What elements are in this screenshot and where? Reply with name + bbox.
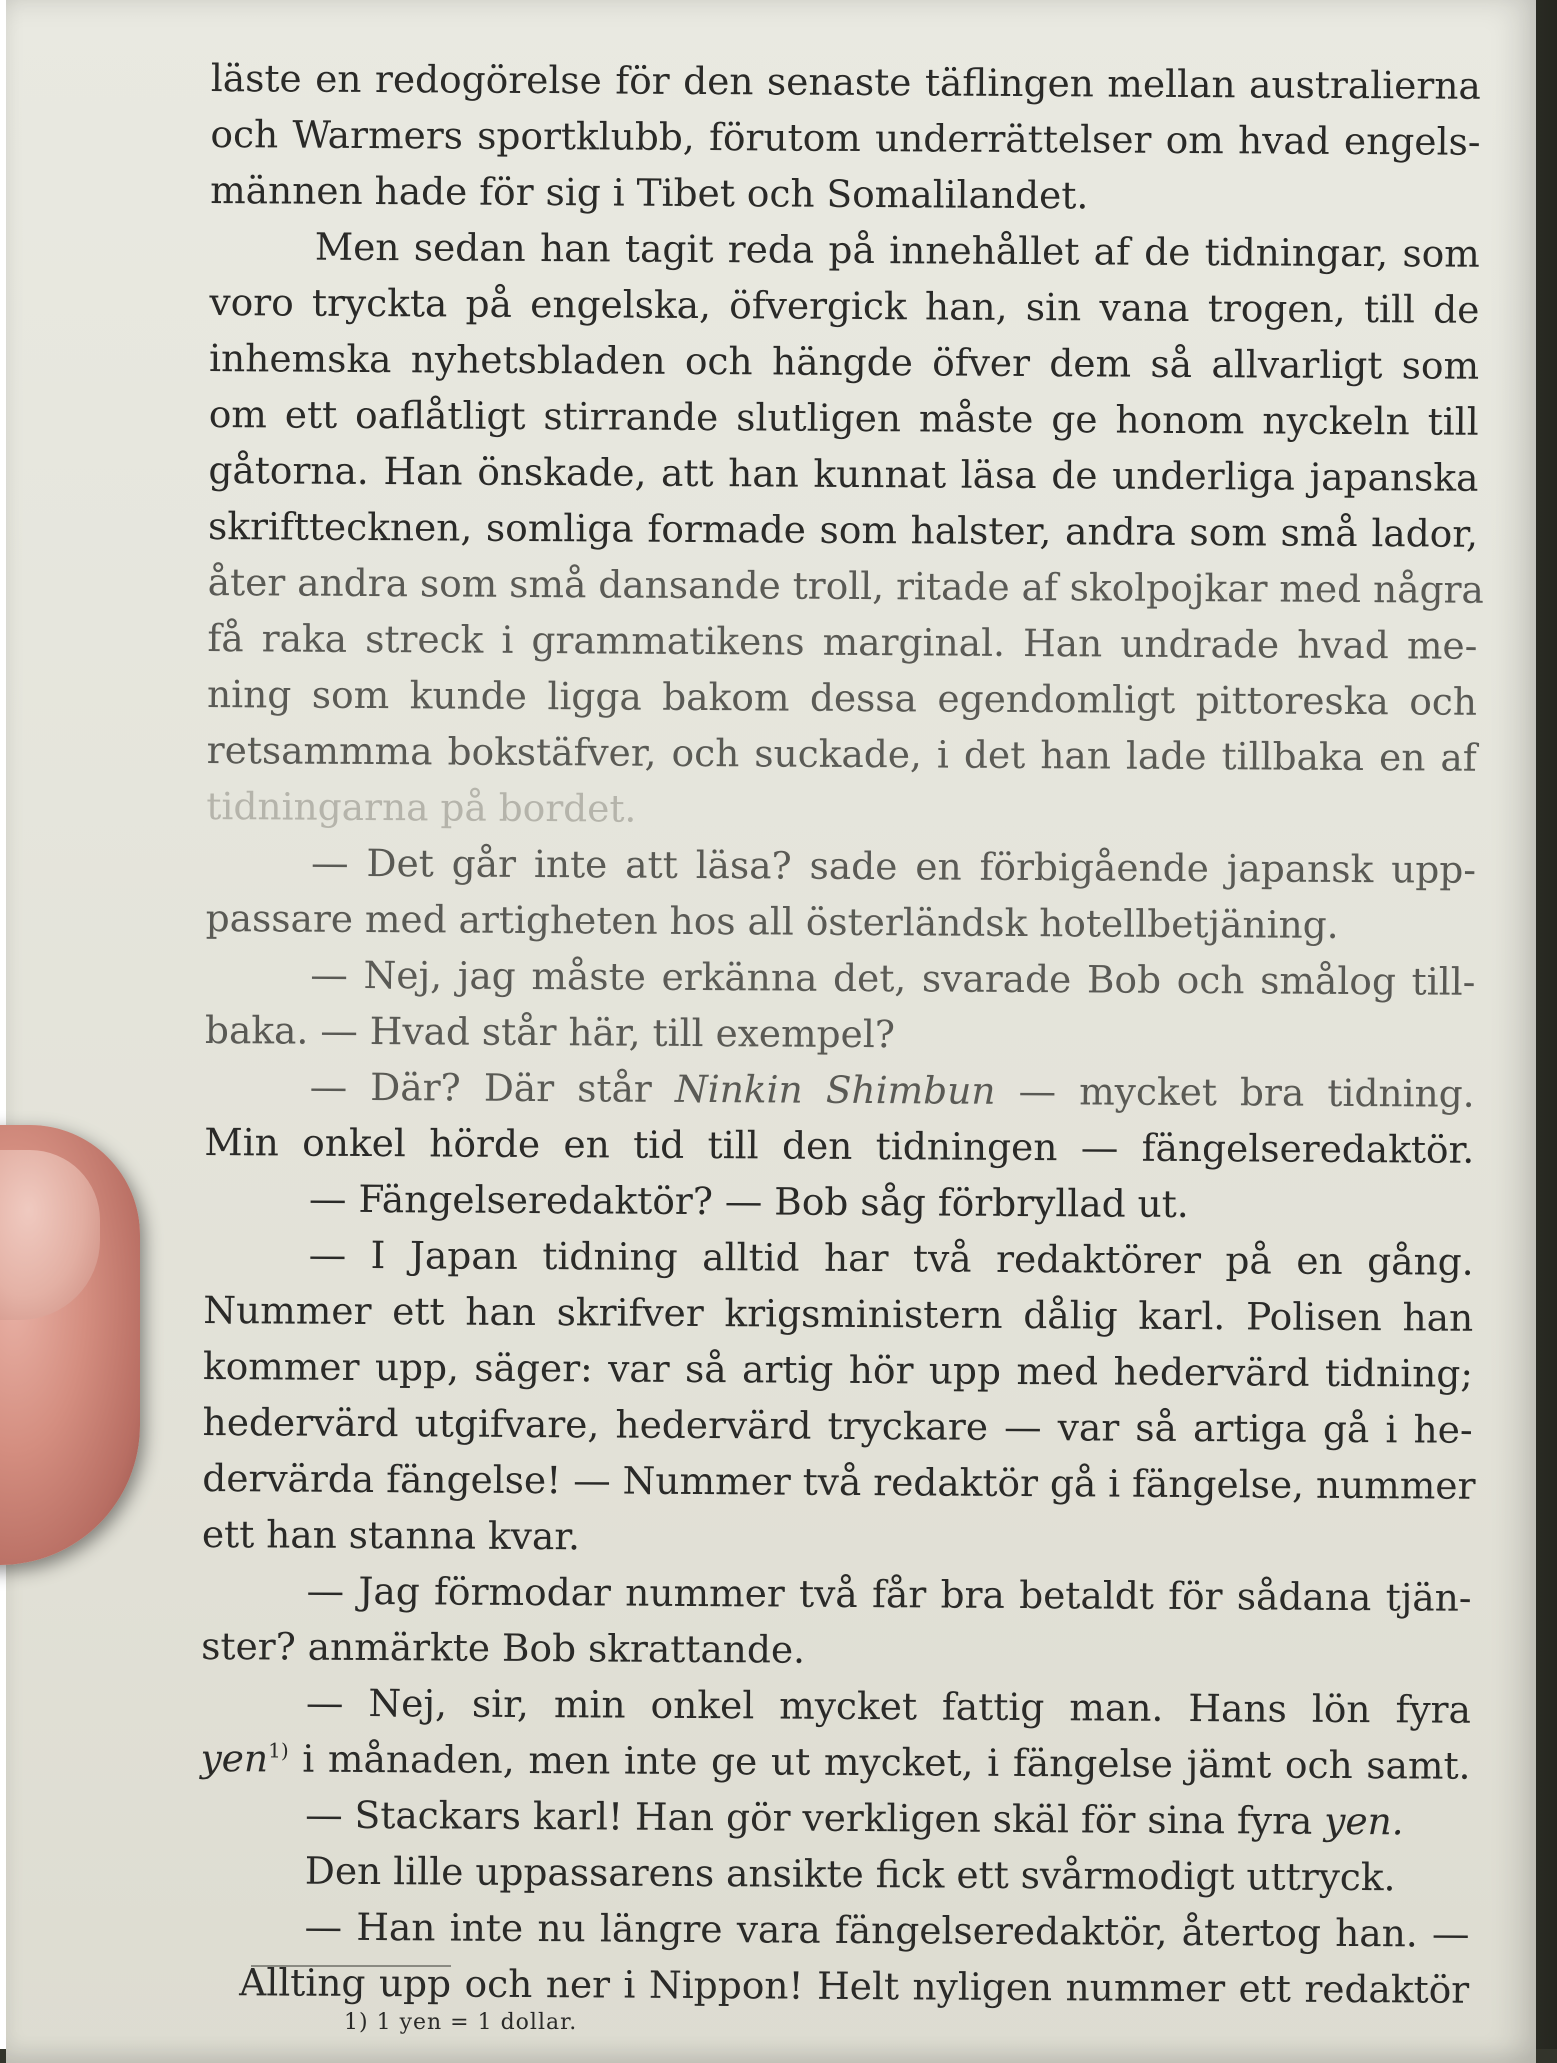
text-line: skrifttecknen, somliga formade som halster, andra som små lador, xyxy=(207,503,1479,556)
text-line: läste en redogörelse för den senaste täflingen mellan australierna xyxy=(210,55,1481,108)
text-line: gåtorna. Han önskade, att han kunnat läsa de underliga japanska xyxy=(208,447,1479,500)
text-line: retsammma bokstäfver, och suckade, i det han lade tillbaka en af xyxy=(206,727,1477,780)
text-line: och Warmers sportklubb, förutom underrättelser om hvad engels- xyxy=(210,111,1481,164)
text-line: tidningarna på bordet. xyxy=(206,783,637,831)
text-line: åter andra som små dansande troll, ritade af skolpojkar med några xyxy=(207,559,1484,612)
text-line: — Jag förmodar nummer två får bra betaldt för sådana tjän- xyxy=(306,1568,1472,1620)
text-line: — Där? Där står Ninkin Shimbun — mycket bra tidning. xyxy=(309,1064,1475,1116)
text-line: ning som kunde ligga bakom dessa egendomligt pittoreska och xyxy=(206,671,1478,724)
text-line: baka. — Hvad står här, till exempel? xyxy=(204,1007,896,1057)
text-line: — Nej, jag måste erkänna det, svarade Bob och smålog till- xyxy=(310,952,1476,1004)
text-line: passare med artigheten hos all österländsk hotellbetjäning. xyxy=(205,895,1339,947)
text-line: om ett oaflåtligt stirrande slutligen måste ge honom nyckeln till xyxy=(208,391,1479,444)
book-page xyxy=(6,0,1536,2063)
text-line: — Nej, sir, min onkel mycket fattig man. Hans lön fyra xyxy=(305,1680,1472,1732)
text-line: kommer upp, säger: var så artig hör upp med hedervärd tidning; xyxy=(202,1343,1474,1396)
text-line: ster? anmärkte Bob skrattande. xyxy=(201,1623,806,1672)
text-line: ett han stanna kvar. xyxy=(201,1511,581,1559)
text-line: Nummer ett han skrifver krigsministern dålig karl. Polisen han xyxy=(203,1287,1474,1340)
text-line: dervärda fängelse! — Nummer två redaktör gå i fängelse, nummer xyxy=(202,1455,1476,1508)
text-line: hedervärd utgifvare, hedervärd tryckare — var så artiga gå i he- xyxy=(202,1399,1473,1452)
footnote-marker: 1) xyxy=(268,1738,289,1763)
text-line: inhemska nyhetsbladen och hängde öfver dem så allvarligt som xyxy=(208,335,1480,388)
text-line: Allting upp och ner i Nippon! Helt nyligen nummer ett redaktör xyxy=(239,1960,1470,2012)
body-text xyxy=(199,50,1484,2018)
text-line: Den lille uppassarens ansikte fick ett svårmodigt uttryck. xyxy=(304,1848,1396,1900)
newspaper-title: Ninkin Shimbun xyxy=(674,1066,996,1113)
text-line: voro tryckta på engelska, öfvergick han, sin vana trogen, till de xyxy=(209,279,1480,332)
text-line: Men sedan han tagit reda på innehållet af de tidningar, som xyxy=(314,224,1480,276)
text-line: männen hade för sig i Tibet och Somalilandet. xyxy=(210,167,1089,218)
text-line: — Han inte nu längre vara fängelseredaktör, återtog han. — xyxy=(304,1904,1470,1956)
footnote: 1) 1 yen = 1 dollar. xyxy=(344,2010,578,2035)
footnote-rule xyxy=(251,1965,451,1967)
text-line: Min onkel hörde en tid till den tidningen — fängelseredaktör. xyxy=(204,1119,1475,1172)
text-line: — Stackars karl! Han gör verkligen skäl för sina fyra yen. xyxy=(305,1792,1404,1844)
text-line: få raka streck i grammatikens marginal. Han undrade hvad me- xyxy=(207,615,1478,668)
text-line: — Fängelseredaktör? — Bob såg förbryllad ut. xyxy=(308,1176,1189,1226)
text-line: — Det går inte att läsa? sade en förbigående japansk upp- xyxy=(310,840,1477,892)
text-line: — I Japan tidning alltid har två redaktörer på en gång. xyxy=(308,1232,1474,1284)
text-line: yen$^{1)}$ i månaden, men inte ge ut mycket, i fängelse jämt och samt. xyxy=(200,1735,1471,1788)
